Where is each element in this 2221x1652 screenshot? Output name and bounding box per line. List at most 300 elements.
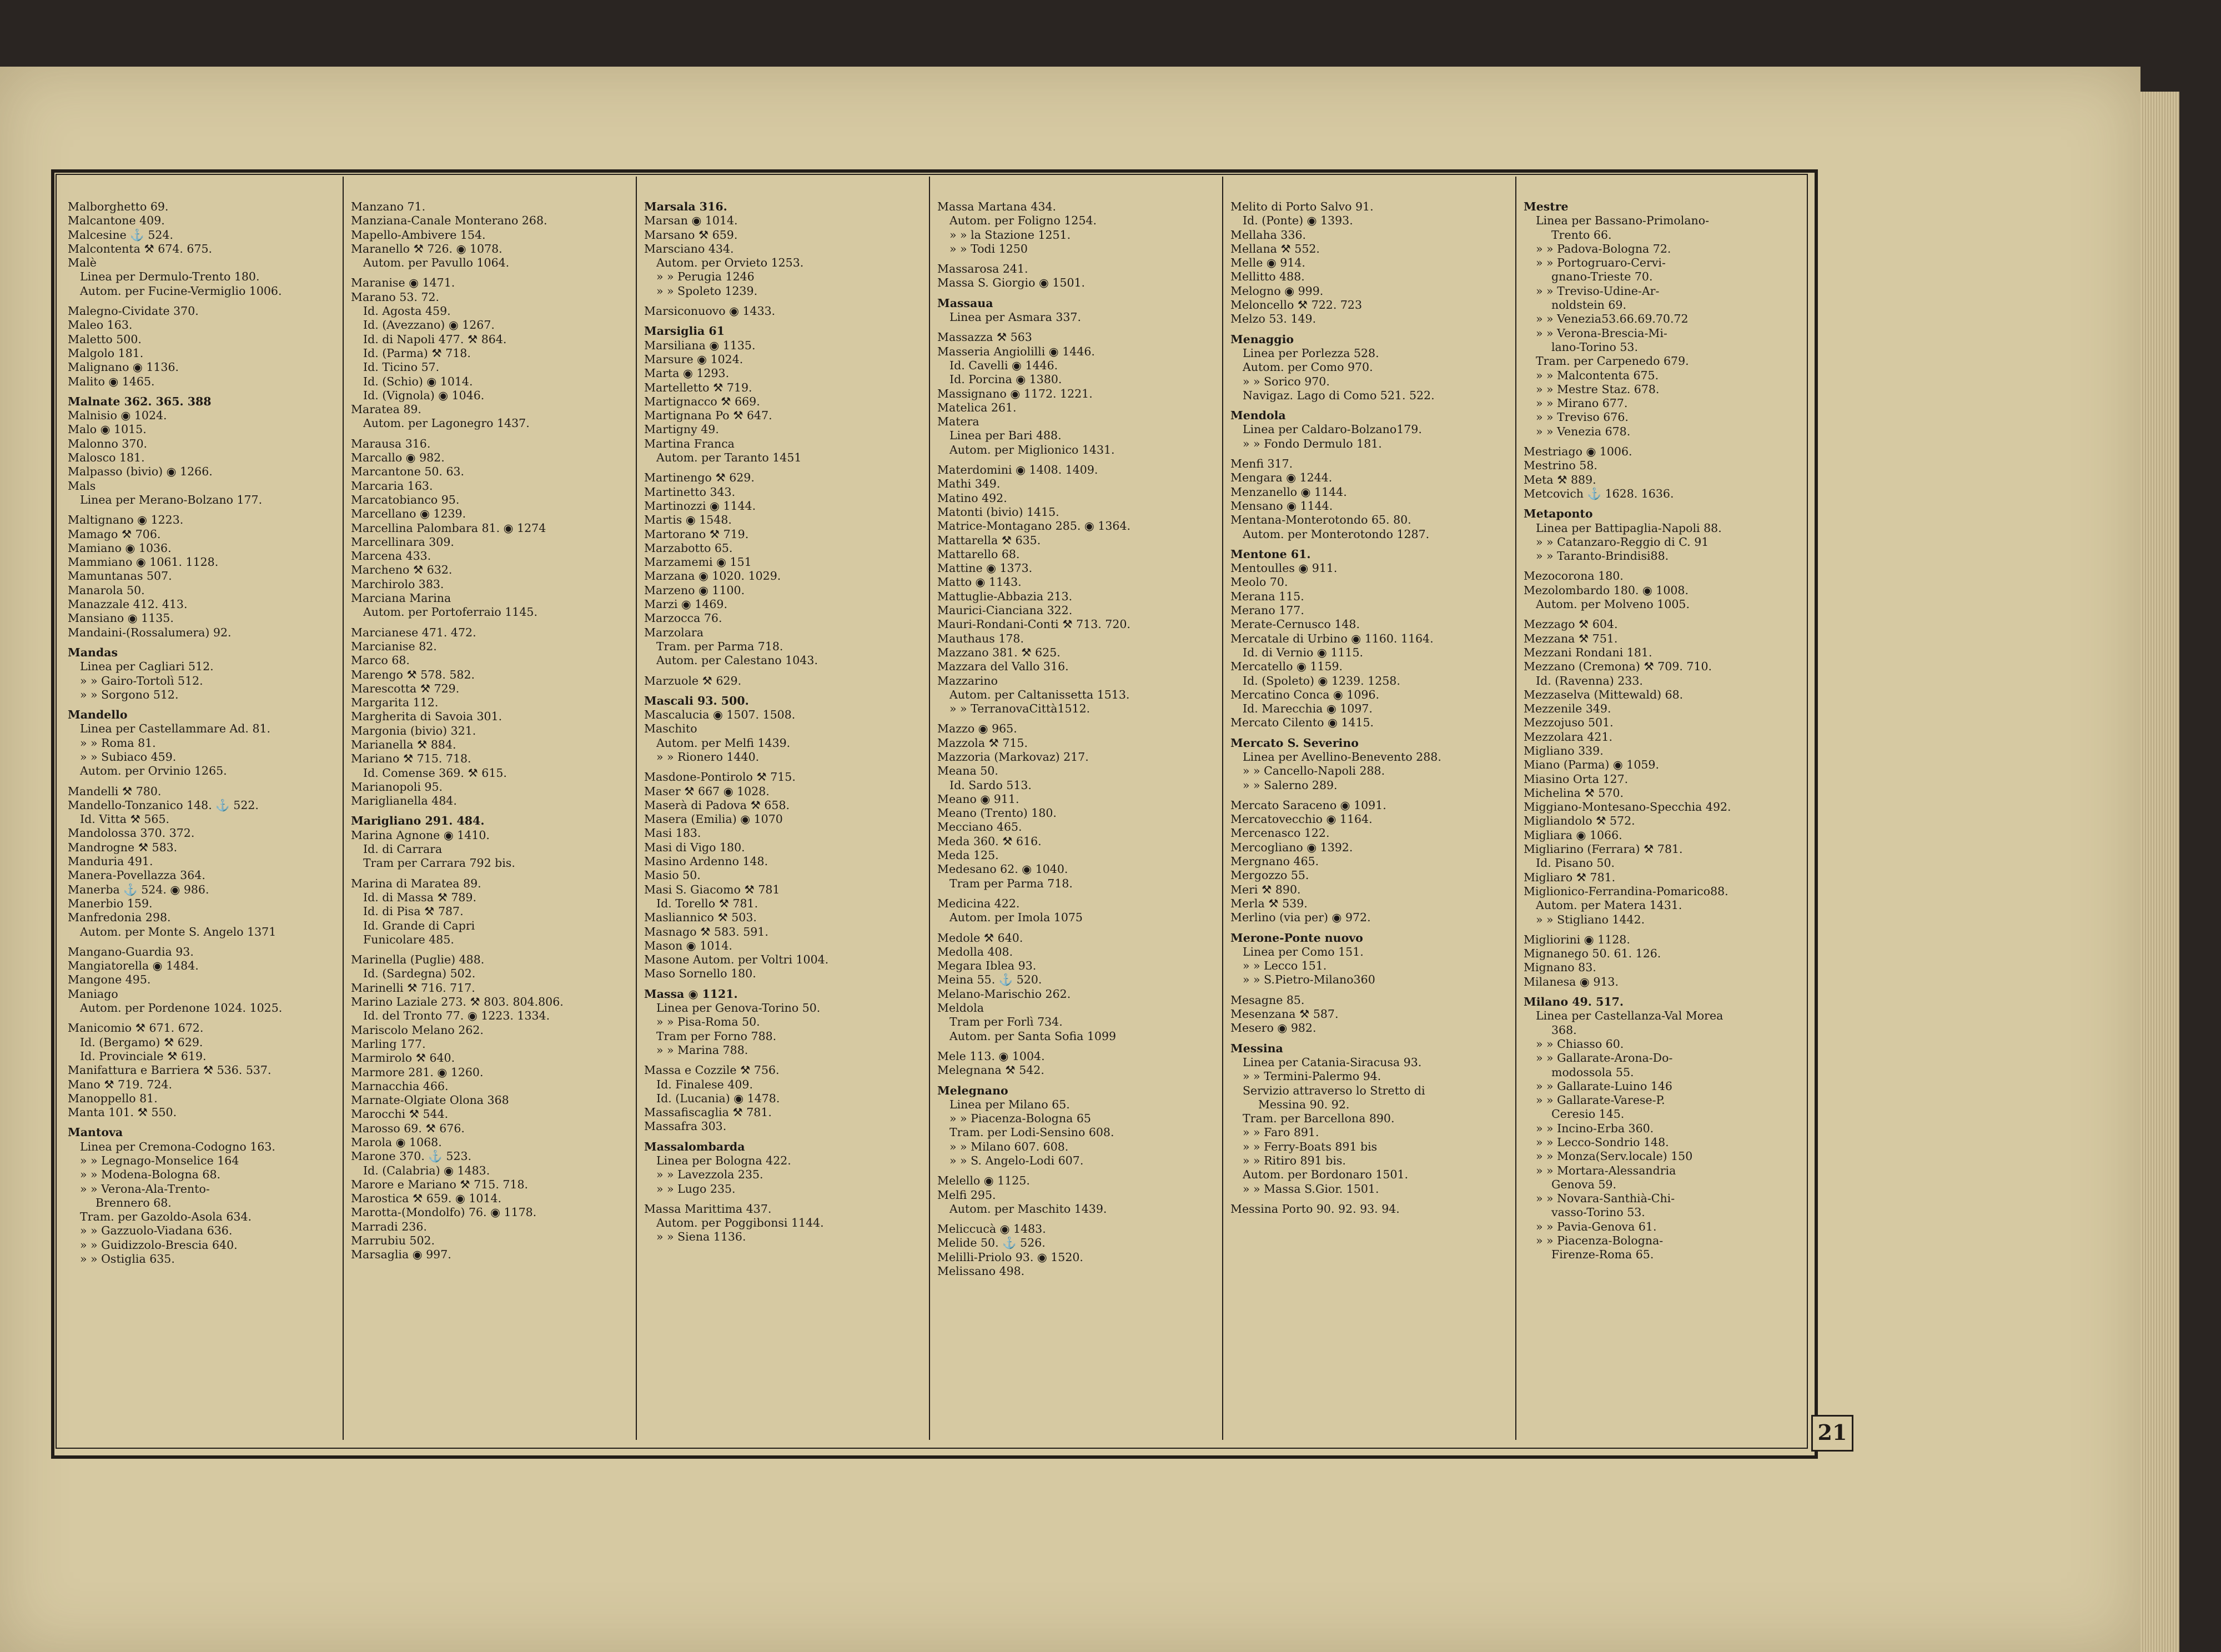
index-entry: Miasino Orta 127.	[1524, 772, 1629, 786]
index-entry: » » Siena 1136.	[656, 1230, 746, 1244]
index-entry: Marzeno ◉ 1100.	[644, 583, 745, 597]
index-entry: Masino Ardenno 148.	[644, 855, 768, 868]
index-entry: » » Lecco-Sondrio 148.	[1536, 1136, 1669, 1149]
entry-gap	[937, 1168, 1218, 1174]
index-entry: Mezzago ⚒ 604.	[1524, 617, 1618, 631]
index-entry: Mignanego 50. 61. 126.	[1524, 947, 1661, 961]
index-column-2	[351, 200, 631, 1444]
index-entry: Linea per Battipaglia-Napoli 88.	[1536, 521, 1722, 535]
entry-gap	[1230, 541, 1511, 548]
index-entry: Mezzojuso 501.	[1524, 716, 1614, 730]
index-entry: Autom. per Maschito 1439.	[949, 1202, 1107, 1216]
index-entry: Marsiliana ◉ 1135.	[644, 338, 756, 352]
index-entry: Id. Cavelli ◉ 1446.	[949, 358, 1058, 372]
index-entry: Masnago ⚒ 583. 591.	[644, 925, 768, 938]
entry-gap	[937, 891, 1218, 897]
entry-gap	[937, 457, 1218, 463]
index-entry: Mentoulles ◉ 911.	[1230, 561, 1338, 575]
index-entry: Merlino (via per) ◉ 972.	[1230, 911, 1371, 925]
index-heading: Mendola	[1230, 409, 1286, 423]
index-entry: Id. di Massa ⚒ 789.	[363, 890, 476, 904]
index-entry: Funicolare 485.	[363, 932, 454, 946]
index-entry: Miano (Parma) ◉ 1059.	[1524, 758, 1659, 772]
index-entry: Meri ⚒ 890.	[1230, 882, 1301, 896]
index-entry: vasso-Torino 53.	[1551, 1206, 1645, 1219]
index-entry: Autom. per Taranto 1451	[656, 451, 802, 465]
index-entry: Masi S. Giacomo ⚒ 781	[644, 882, 780, 896]
index-entry: Mazzarino	[937, 674, 998, 687]
index-entry: Melegnana ⚒ 542.	[937, 1063, 1044, 1077]
index-entry: Menzanello ◉ 1144.	[1230, 485, 1347, 499]
index-entry: Servizio attraverso lo Stretto di	[1243, 1083, 1425, 1097]
index-heading: Massa ◉ 1121.	[644, 987, 738, 1001]
index-entry: Martelletto ⚒ 719.	[644, 380, 752, 394]
index-entry: Meano ◉ 911.	[937, 792, 1019, 806]
index-entry: Autom. per Lagonegro 1437.	[363, 416, 530, 430]
column-divider	[929, 177, 930, 1440]
index-entry: » » Marina 788.	[656, 1043, 748, 1057]
index-entry: Linea per Milano 65.	[949, 1097, 1070, 1111]
index-entry: Manta 101. ⚒ 550.	[68, 1106, 177, 1119]
index-entry: Genova 59.	[1551, 1177, 1616, 1191]
index-heading: Merone-Ponte nuovo	[1230, 931, 1363, 945]
index-entry: Medole ⚒ 640.	[937, 931, 1023, 945]
index-entry: » » Termini-Palermo 94.	[1243, 1069, 1381, 1083]
index-heading: Massalombarda	[644, 1139, 745, 1153]
entry-gap	[937, 1216, 1218, 1222]
index-entry: Mamuntanas 507.	[68, 569, 172, 583]
index-entry: Mazzoria (Markovaz) 217.	[937, 750, 1089, 764]
index-entry: Manzano 71.	[351, 200, 426, 213]
index-entry: » » Gallarate-Varese-P.	[1536, 1093, 1665, 1107]
index-entry: Mazzo ◉ 965.	[937, 722, 1017, 736]
entry-gap	[644, 1196, 924, 1202]
index-entry: Masone Autom. per Voltri 1004.	[644, 953, 829, 967]
index-entry: Malè	[68, 256, 97, 270]
index-entry: Linea per Bologna 422.	[656, 1154, 791, 1167]
index-entry: Marling 177.	[351, 1037, 426, 1051]
index-entry: Marescotta ⚒ 729.	[351, 681, 460, 695]
index-entry: Maurici-Cianciana 322.	[937, 604, 1073, 617]
index-entry: Linea per Merano-Bolzano 177.	[80, 493, 263, 506]
index-entry: Martis ◉ 1548.	[644, 513, 732, 527]
index-entry: Messina Porto 90. 92. 93. 94.	[1230, 1202, 1400, 1216]
index-entry: Autom. per Pordenone 1024. 1025.	[80, 1001, 283, 1015]
index-entry: Mergnano 465.	[1230, 855, 1319, 868]
index-entry: » » Todi 1250	[949, 242, 1028, 255]
index-entry: Martinengo ⚒ 629.	[644, 471, 755, 485]
page-edges	[2140, 92, 2179, 1652]
index-entry: » » Verona-Brescia-Mi-	[1536, 326, 1667, 340]
index-entry: Manerba ⚓ 524. ◉ 986.	[68, 882, 209, 896]
index-entry: Migliaro ⚒ 781.	[1524, 870, 1616, 884]
index-entry: Mano ⚒ 719. 724.	[68, 1077, 172, 1091]
index-entry: Linea per Caldaro-Bolzano179.	[1243, 423, 1422, 436]
index-entry: Meta ⚒ 889.	[1524, 473, 1596, 486]
index-entry: » » TerranovaCittà1512.	[949, 702, 1091, 716]
index-entry: Malegno-Cividate 370.	[68, 304, 199, 318]
index-entry: Mercato Saraceno ◉ 1091.	[1230, 798, 1386, 812]
index-entry: Id. Finalese 409.	[656, 1077, 753, 1091]
index-column-3	[644, 200, 924, 1444]
entry-gap	[1230, 925, 1511, 931]
index-entry: Marsciano 434.	[644, 242, 734, 255]
index-entry: Marcallo ◉ 982.	[351, 451, 445, 465]
index-entry: Autom. per Como 970.	[1243, 360, 1373, 374]
entry-gap	[937, 925, 1218, 931]
entry-gap	[68, 939, 348, 945]
index-entry: Id. (Avezzano) ◉ 1267.	[363, 318, 495, 332]
index-entry: Marradi 236.	[351, 1219, 427, 1233]
index-entry: Marsano ⚒ 659.	[644, 228, 738, 242]
index-entry: Masdone-Pontirolo ⚒ 715.	[644, 770, 796, 784]
index-heading: Marsala 316.	[644, 200, 727, 213]
index-entry: Autom. per Matera 1431.	[1536, 898, 1682, 912]
index-entry: Margonia (bivio) 321.	[351, 724, 476, 737]
index-entry: Firenze-Roma 65.	[1551, 1248, 1654, 1262]
index-entry: » » Piacenza-Bologna 65	[949, 1112, 1091, 1126]
index-entry: » » Taranto-Brindisi88.	[1536, 549, 1669, 563]
entry-gap	[68, 298, 348, 304]
index-entry: Matelica 261.	[937, 400, 1017, 414]
index-entry: Autom. per Molveno 1005.	[1536, 597, 1690, 611]
index-entry: » » Pisa-Roma 50.	[656, 1015, 760, 1029]
index-entry: Medolla 408.	[937, 945, 1013, 958]
index-entry: Mariglianella 484.	[351, 794, 457, 808]
index-entry: Mezocorona 180.	[1524, 569, 1624, 583]
index-entry: Meina 55. ⚓ 520.	[937, 973, 1042, 987]
index-entry: Marzabotto 65.	[644, 541, 733, 555]
index-entry: Marina di Maratea 89.	[351, 876, 481, 890]
index-entry: Martorano ⚒ 719.	[644, 527, 749, 541]
index-entry: Massignano ◉ 1172. 1221.	[937, 386, 1093, 400]
index-entry: Maserà di Padova ⚒ 658.	[644, 798, 790, 812]
index-entry: Autom. per Poggibonsi 1144.	[656, 1216, 824, 1230]
index-entry: gnano-Trieste 70.	[1551, 270, 1653, 284]
entry-gap	[937, 256, 1218, 262]
index-heading: Messina	[1230, 1041, 1283, 1055]
index-entry: Mercatino Conca ◉ 1096.	[1230, 687, 1380, 701]
index-entry: Manduria 491.	[68, 855, 153, 868]
entry-gap	[937, 324, 1218, 330]
index-entry: » » Modena-Bologna 68.	[80, 1168, 221, 1182]
index-entry: Maschito	[644, 722, 697, 736]
index-entry: Id. del Tronto 77. ◉ 1223. 1334.	[363, 1009, 550, 1023]
index-entry: » » Spoleto 1239.	[656, 284, 758, 298]
index-entry: Maleo 163.	[68, 318, 133, 332]
index-entry: Maratea 89.	[351, 403, 421, 416]
entry-gap	[351, 947, 631, 953]
index-entry: Mesero ◉ 982.	[1230, 1021, 1316, 1035]
index-entry: Id. Grande di Capri	[363, 918, 475, 932]
index-entry: » » Malcontenta 675.	[1536, 368, 1659, 382]
index-entry: Mariano ⚒ 715. 718.	[351, 752, 471, 766]
index-entry: Mezzana ⚒ 751.	[1524, 631, 1618, 645]
index-entry: Mercogliano ◉ 1392.	[1230, 840, 1353, 854]
index-entry: » » Guidizzolo-Brescia 640.	[80, 1238, 238, 1252]
index-entry: Marzi ◉ 1469.	[644, 597, 727, 611]
index-entry: Migliandolo ⚒ 572.	[1524, 814, 1635, 828]
entry-gap	[68, 640, 348, 646]
index-entry: » » Ritiro 891 bis.	[1243, 1154, 1346, 1167]
index-heading: Menaggio	[1230, 332, 1294, 346]
entry-gap	[1230, 451, 1511, 457]
index-entry: » » Monza(Serv.locale) 150	[1536, 1149, 1693, 1163]
index-entry: » » Incino-Erba 360.	[1536, 1121, 1654, 1135]
index-column-1	[68, 200, 348, 1444]
index-entry: » » Perugia 1246	[656, 270, 755, 284]
index-entry: Melogno ◉ 999.	[1230, 284, 1324, 298]
index-entry: Mammiano ◉ 1061. 1128.	[68, 555, 219, 569]
index-entry: Malito ◉ 1465.	[68, 374, 155, 388]
index-heading: Mascali 93. 500.	[644, 694, 749, 707]
index-entry: Masi di Vigo 180.	[644, 840, 745, 854]
index-entry: Manoppello 81.	[68, 1091, 158, 1105]
index-entry: Marsan ◉ 1014.	[644, 214, 738, 228]
index-entry: Margherita di Savoia 301.	[351, 710, 503, 724]
index-entry: Michelina ⚒ 570.	[1524, 786, 1624, 800]
index-entry: Meana 50.	[937, 764, 998, 778]
index-entry: Manfredonia 298.	[68, 911, 171, 925]
index-entry: Matrice-Montagano 285. ◉ 1364.	[937, 519, 1130, 533]
index-entry: Miglionico-Ferrandina-Pomarico88.	[1524, 884, 1728, 898]
index-entry: Id. Comense 369. ⚒ 615.	[363, 766, 507, 780]
index-entry: Mazzola ⚒ 715.	[937, 736, 1028, 750]
index-entry: Mezzaselva (Mittewald) 68.	[1524, 687, 1684, 701]
index-heading: Metaponto	[1524, 507, 1593, 521]
index-entry: Id. (Lucania) ◉ 1478.	[656, 1091, 780, 1105]
index-entry: Matonti (bivio) 1415.	[937, 505, 1059, 519]
entry-gap	[644, 1134, 924, 1140]
index-entry: Marengo ⚒ 578. 582.	[351, 667, 475, 681]
index-entry: Malpasso (bivio) ◉ 1266.	[68, 465, 213, 479]
index-entry: Mangone 495.	[68, 973, 151, 987]
index-entry: Id. di Vernio ◉ 1115.	[1243, 645, 1364, 659]
index-entry: Mandrogne ⚒ 583.	[68, 840, 178, 854]
index-entry: Malborghetto 69.	[68, 200, 169, 213]
index-entry: » » Portogruaro-Cervi-	[1536, 256, 1666, 270]
index-entry: Manziana-Canale Monterano 268.	[351, 214, 547, 228]
index-entry: Massa S. Giorgio ◉ 1501.	[937, 276, 1086, 290]
index-entry: Masliannico ⚒ 503.	[644, 911, 757, 925]
index-entry: » » Verona-Ala-Trento-	[80, 1182, 210, 1196]
index-column-4	[937, 200, 1218, 1444]
index-entry: Maranello ⚒ 726. ◉ 1078.	[351, 242, 503, 255]
column-divider	[636, 177, 637, 1440]
index-entry: Mariscolo Melano 262.	[351, 1023, 484, 1037]
index-entry: Mamiano ◉ 1036.	[68, 541, 172, 555]
index-entry: » » Venezia53.66.69.70.72	[1536, 312, 1689, 326]
index-entry: Marta ◉ 1293.	[644, 366, 730, 380]
index-entry: Mengara ◉ 1244.	[1230, 471, 1333, 485]
index-entry: Menfi 317.	[1230, 457, 1293, 471]
index-entry: Autom. per Pavullo 1064.	[363, 256, 510, 270]
index-entry: Linea per Castellanza-Val Morea	[1536, 1009, 1723, 1023]
index-entry: 368.	[1551, 1023, 1577, 1037]
column-divider	[1515, 177, 1516, 1440]
index-entry: Martigny 49.	[644, 423, 719, 436]
index-entry: Matino 492.	[937, 491, 1007, 505]
index-entry: Matera	[937, 415, 979, 429]
index-entry: Masio 50.	[644, 868, 701, 882]
index-entry: Id. di Carrara	[363, 842, 443, 856]
index-entry: Marzana ◉ 1020. 1029.	[644, 569, 781, 583]
index-entry: Marianopoli 95.	[351, 780, 443, 794]
index-entry: Marcellinara 309.	[351, 535, 454, 549]
index-entry: Marina Agnone ◉ 1410.	[351, 828, 490, 842]
index-entry: Id. (Calabria) ◉ 1483.	[363, 1163, 490, 1177]
index-entry: Marsiconuovo ◉ 1433.	[644, 304, 776, 318]
index-entry: Malignano ◉ 1136.	[68, 360, 179, 374]
index-entry: Id. Marecchia ◉ 1097.	[1243, 702, 1373, 716]
index-entry: Malo ◉ 1015.	[68, 423, 147, 436]
index-entry: Maltignano ◉ 1223.	[68, 513, 184, 527]
entry-gap	[937, 290, 1218, 297]
index-entry: Marzolara	[644, 625, 704, 639]
entry-gap	[644, 318, 924, 324]
index-entry: » » Mestre Staz. 678.	[1536, 382, 1660, 396]
index-entry: Autom. per Orvinio 1265.	[80, 764, 227, 778]
index-entry: Miggiano-Montesano-Specchia 492.	[1524, 800, 1731, 814]
index-entry: Tram. per Parma 718.	[656, 639, 783, 653]
index-entry: Mazzano 381. ⚒ 625.	[937, 645, 1061, 659]
index-entry: Id. (Sardegna) 502.	[363, 967, 476, 981]
index-entry: Mathi 349.	[937, 477, 1001, 491]
index-entry: Melello ◉ 1125.	[937, 1174, 1030, 1188]
index-entry: Id. (Bergamo) ⚒ 629.	[80, 1035, 203, 1049]
index-entry: Mezzano (Cremona) ⚒ 709. 710.	[1524, 660, 1712, 674]
index-entry: Massa e Cozzile ⚒ 756.	[644, 1063, 780, 1077]
index-entry: » » Sorgono 512.	[80, 687, 179, 701]
index-entry: Marmore 281. ◉ 1260.	[351, 1065, 484, 1079]
index-entry: Mesagne 85.	[1230, 993, 1305, 1007]
entry-gap	[1230, 792, 1511, 799]
index-entry: Meliccucà ◉ 1483.	[937, 1222, 1046, 1236]
entry-gap	[937, 1043, 1218, 1050]
index-entry: Masera (Emilia) ◉ 1070	[644, 812, 783, 826]
index-entry: Masi 183.	[644, 826, 701, 840]
index-entry: Autom. per Orvieto 1253.	[656, 256, 804, 270]
index-entry: Mercatello ◉ 1159.	[1230, 660, 1343, 674]
index-heading: Marigliano 291. 484.	[351, 814, 485, 828]
index-entry: Megara Iblea 93.	[937, 959, 1037, 973]
index-entry: Mercenasco 122.	[1230, 826, 1330, 840]
index-entry: Linea per Asmara 337.	[949, 310, 1081, 324]
index-entry: Melissano 498.	[937, 1264, 1025, 1278]
index-entry: Malcesine ⚓ 524.	[68, 228, 173, 242]
index-entry: » » Sorico 970.	[1243, 374, 1330, 388]
entry-gap	[1230, 987, 1511, 993]
index-entry: Autom. per Monte S. Angelo 1371	[80, 925, 277, 938]
index-entry: » » Gallarate-Luino 146	[1536, 1079, 1672, 1093]
index-entry: Meldola	[937, 1001, 984, 1015]
index-entry: Massarosa 241.	[937, 262, 1028, 276]
index-entry: Autom. per Bordonaro 1501.	[1243, 1168, 1409, 1182]
entry-gap	[1230, 730, 1511, 736]
index-entry: Mals	[68, 479, 96, 493]
index-entry: Id. (Ponte) ◉ 1393.	[1243, 214, 1353, 228]
index-entry: » » Gairo-Tortolì 512.	[80, 674, 203, 687]
index-column-6	[1524, 200, 1804, 1444]
index-entry: Malgolo 181.	[68, 346, 144, 360]
index-entry: Meda 125.	[937, 848, 999, 862]
index-entry: Mestriago ◉ 1006.	[1524, 445, 1632, 459]
entry-gap	[68, 389, 348, 395]
index-entry: Autom. per Caltanissetta 1513.	[949, 687, 1130, 701]
index-entry: Mellana ⚒ 552.	[1230, 242, 1320, 255]
index-entry: Malcantone 409.	[68, 214, 165, 228]
index-entry: Mezolombardo 180. ◉ 1008.	[1524, 583, 1689, 597]
index-entry: Id. (Vignola) ◉ 1046.	[363, 388, 485, 402]
index-entry: » » Treviso-Udine-Ar-	[1536, 284, 1660, 298]
index-entry: Id. di Pisa ⚒ 787.	[363, 905, 464, 918]
index-entry: Linea per Castellammare Ad. 81.	[80, 722, 271, 736]
index-entry: Mezzani Rondani 181.	[1524, 645, 1652, 659]
index-entry: Autom. per Monterotondo 1287.	[1243, 527, 1430, 541]
index-entry: Meano (Trento) 180.	[937, 806, 1057, 820]
entry-gap	[644, 465, 924, 471]
index-entry: Linea per Cagliari 512.	[80, 660, 214, 674]
index-entry: modossola 55.	[1551, 1065, 1634, 1079]
index-entry: Id. (Parma) ⚒ 718.	[363, 346, 471, 360]
index-entry: Mauri-Rondani-Conti ⚒ 713. 720.	[937, 617, 1130, 631]
index-entry: Tram. per Lodi-Sensino 608.	[949, 1126, 1114, 1139]
index-entry: » » Cancello-Napoli 288.	[1243, 764, 1385, 778]
index-entry: Tram per Carrara 792 bis.	[363, 856, 515, 870]
index-entry: Manerbio 159.	[68, 896, 153, 910]
index-heading: Mestre	[1524, 200, 1569, 213]
index-entry: Marzuole ⚒ 629.	[644, 674, 742, 687]
index-entry: Mezzenile 349.	[1524, 702, 1611, 716]
index-entry: Id. (Ravenna) 233.	[1536, 674, 1643, 687]
index-entry: Id. Pisano 50.	[1536, 856, 1615, 870]
entry-gap	[1230, 1196, 1511, 1202]
index-heading: Marsiglia 61	[644, 324, 725, 338]
index-entry: Marcatobianco 95.	[351, 493, 460, 506]
index-entry: Martignana Po ⚒ 647.	[644, 409, 772, 423]
entry-gap	[644, 764, 924, 770]
index-entry: Mandolossa 370. 372.	[68, 826, 195, 840]
index-entry: Mattarella ⚒ 635.	[937, 533, 1041, 547]
index-entry: Marcianese 471. 472.	[351, 625, 476, 639]
index-entry: Marinella (Puglie) 488.	[351, 953, 485, 967]
index-entry: Mergozzo 55.	[1230, 868, 1309, 882]
index-heading: Milano 49. 517.	[1524, 995, 1624, 1009]
index-entry: Mecciano 465.	[937, 820, 1022, 834]
index-entry: Marcheno ⚒ 632.	[351, 563, 453, 577]
index-entry: » » Subiaco 459.	[80, 750, 177, 764]
index-entry: Massa Marittima 437.	[644, 1202, 772, 1216]
index-entry: Marsaglia ◉ 997.	[351, 1248, 451, 1262]
index-entry: Ceresio 145.	[1551, 1107, 1625, 1121]
entry-gap	[351, 620, 631, 626]
entry-gap	[351, 871, 631, 877]
index-entry: Id. Vitta ⚒ 565.	[80, 812, 170, 826]
index-entry: » » la Stazione 1251.	[949, 228, 1071, 242]
index-entry: Melle ◉ 914.	[1230, 256, 1305, 270]
index-heading: Mandas	[68, 645, 118, 659]
index-entry: Mestrino 58.	[1524, 459, 1597, 473]
index-entry: Id. Agosta 459.	[363, 304, 451, 318]
index-entry: » » Lugo 235.	[656, 1182, 736, 1196]
index-entry: » » Rionero 1440.	[656, 750, 760, 764]
index-entry: Marocchi ⚒ 544.	[351, 1107, 449, 1121]
index-entry: Marinelli ⚒ 716. 717.	[351, 981, 475, 995]
index-entry: Autom. per Fucine-Vermiglio 1006.	[80, 284, 282, 298]
index-entry: Mandelli ⚒ 780.	[68, 784, 162, 798]
index-entry: Marmirolo ⚒ 640.	[351, 1051, 455, 1065]
index-entry: Marianella ⚒ 884.	[351, 737, 456, 751]
